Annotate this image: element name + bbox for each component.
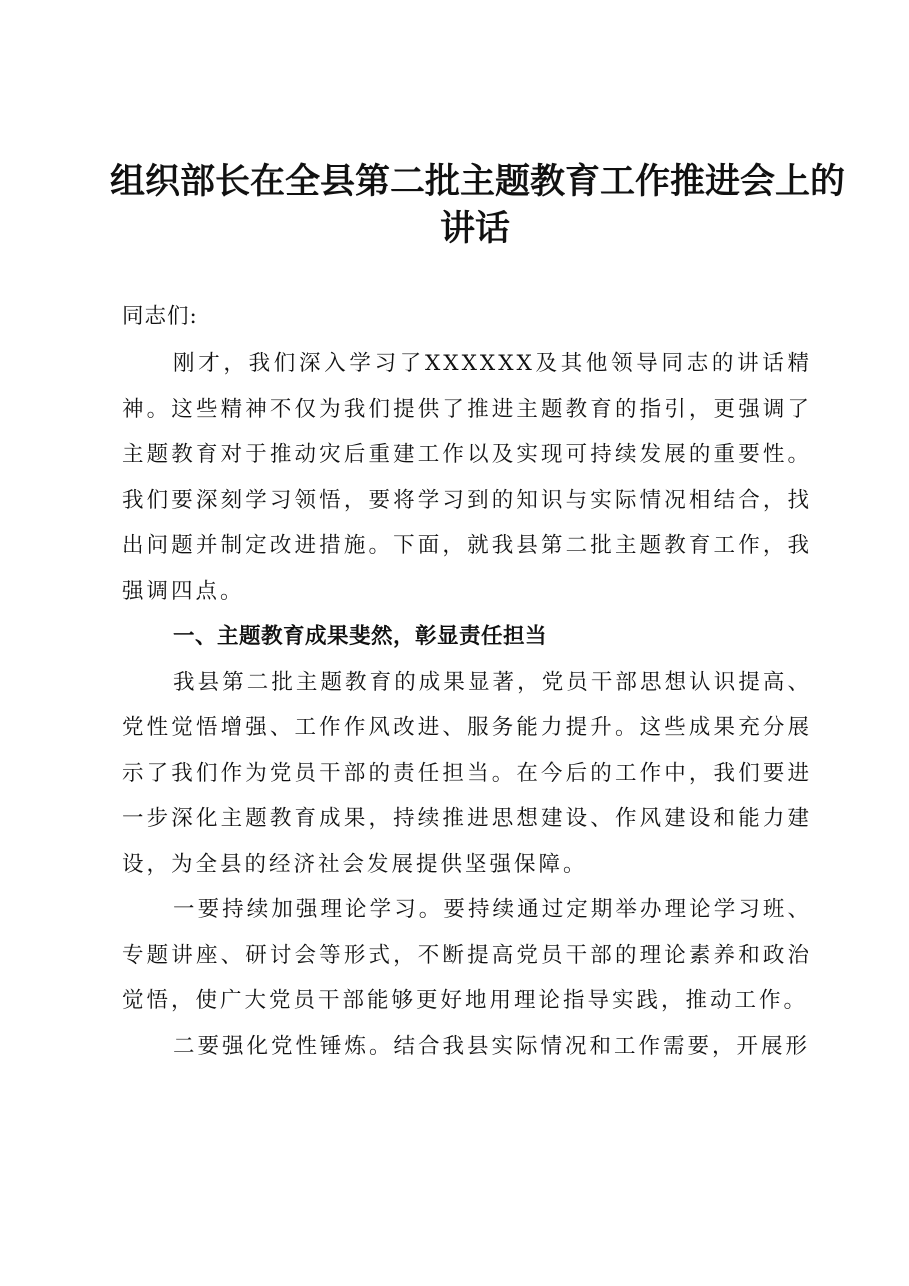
intro-paragraph: 刚才，我们深入学习了XXXXXX及其他领导同志的讲话精神。这些精神不仅为我们提供了推进主题教育的指引，更强调了主题教育对于推动灾后重建工作以及实现可持续发展的重要性。我们要深刻学习领悟，要将学习到的知识与实际情况相结合，找出问题并制定改进措施。下面，就我县第二批主题教育工作，我强调四点。 xyxy=(122,351,812,604)
document-title xyxy=(110,158,846,252)
section-heading-1: 一、主题教育成果斐然，彰显责任担当 xyxy=(173,624,548,649)
salutation: 同志们: xyxy=(122,304,198,329)
title-line-1: 组织部长在全县第二批主题教育工作推进会上的 xyxy=(110,161,846,202)
document-body xyxy=(122,294,812,1069)
section-1-paragraph-1: 我县第二批主题教育的成果显著，党员干部思想认识提高、党性觉悟增强、工作作风改进、服务能力提升。这些成果充分展示了我们作为党员干部的责任担当。在今后的工作中，我们要进一步深化主题教育成果，持续推进思想建设、作风建设和能力建设，为全县的经济社会发展提供坚强保障。 xyxy=(122,669,812,877)
section-1-paragraph-2: 一要持续加强理论学习。要持续通过定期举办理论学习班、专题讲座、研讨会等形式，不断提高党员干部的理论素养和政治觉悟，使广大党员干部能够更好地用理论指导实践，推动工作。 xyxy=(122,897,812,1013)
title-line-2: 讲话 xyxy=(439,208,510,249)
section-1-paragraph-3: 二要强化党性锤炼。结合我县实际情况和工作需要，开展形 xyxy=(173,1033,811,1059)
